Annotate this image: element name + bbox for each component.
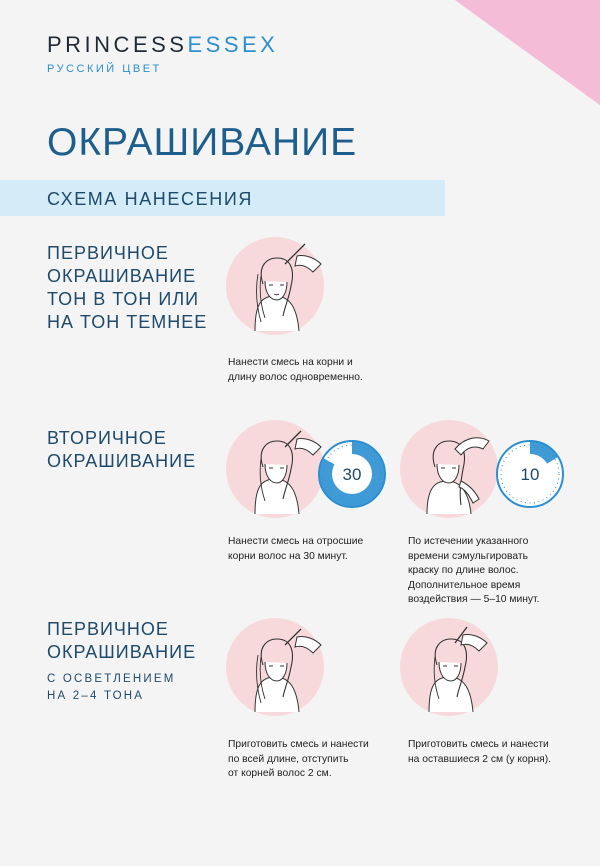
woman-applying-dye-icon	[225, 617, 325, 717]
page-title: ОКРАШИВАНИЕ	[47, 121, 358, 164]
step-3-2-illustration	[399, 617, 499, 717]
step-1-1-illustration	[225, 236, 325, 336]
section-title-2: ВТОРИЧНОЕ ОКРАШИВАНИЕ	[47, 428, 197, 471]
woman-applying-dye-icon	[225, 236, 325, 336]
step-3-2-text: Приготовить смесь и нанести на оставшиеся 2 см (у корня).	[408, 739, 552, 765]
section-title-3: ПЕРВИЧНОЕ ОКРАШИВАНИЕ	[47, 619, 197, 662]
step-1-1-text: Нанести смесь на корни и длину волос одновременно.	[228, 357, 363, 383]
step-2-1-text: Нанести смесь на отросшие корни волос на 30 минут.	[228, 536, 364, 562]
woman-applying-dye-icon	[399, 617, 499, 717]
timer-value: 10	[520, 465, 540, 484]
woman-emulsifying-icon	[400, 420, 498, 518]
woman-applying-dye-icon	[226, 420, 324, 518]
step-2-2-illustration	[399, 419, 564, 519]
step-2-1-illustration	[225, 419, 390, 519]
brand-subtitle: РУССКИЙ ЦВЕТ	[47, 63, 162, 75]
scheme-label: СХЕМА НАНЕСЕНИЯ	[47, 189, 253, 209]
scheme-band	[0, 180, 445, 216]
step-3-1-text: Приготовить смесь и нанести по всей длине, отступить от корней волос 2 см.	[228, 739, 369, 779]
step-2-2-text: По истечении указанного времени сэмульгировать краску по длине волос. Дополнительное время воздействия — 5–10 минут.	[408, 536, 540, 605]
timer-value: 30	[342, 465, 362, 484]
section-title-1: ПЕРВИЧНОЕ ОКРАШИВАНИЕ ТОН В ТОН ИЛИ НА ТОН ТЕМНЕЕ	[47, 243, 208, 332]
step-3-1-illustration	[225, 617, 325, 717]
section-subtitle-3: С ОСВЕТЛЕНИЕМ НА 2–4 ТОНА	[47, 673, 176, 702]
brand-name-part1: PRINCESS	[47, 32, 188, 57]
brand-name	[47, 34, 278, 56]
brand-logo	[47, 34, 278, 75]
brand-name-part2: ESSEX	[187, 32, 279, 57]
